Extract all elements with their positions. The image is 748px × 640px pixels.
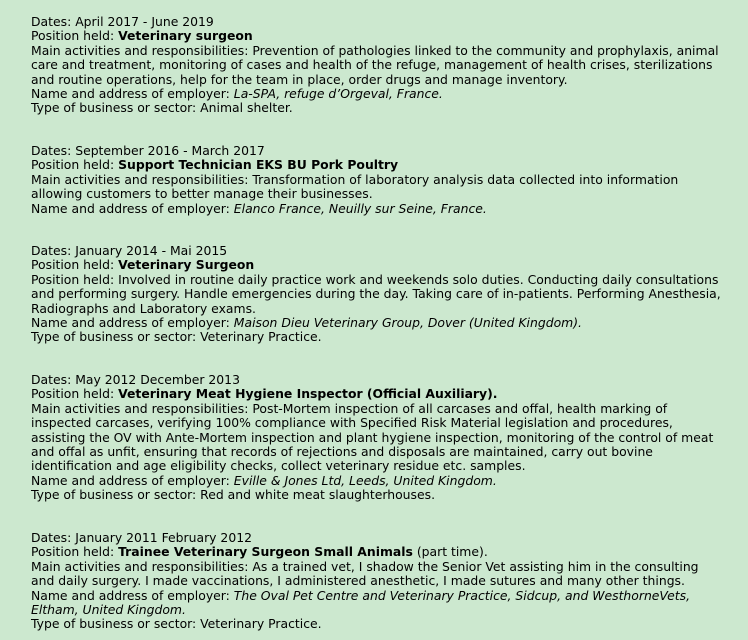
experience-entry [31, 531, 721, 632]
position-label: Position held: [31, 28, 115, 44]
activities-value: Involved in routine daily practice work and weekends solo duties. Conducting daily consultations and performing surgery. Handle emergencies during the day. Taking care of in-patients. Performing Anesthesia, Radiographs and Laboratory exams. [31, 271, 721, 316]
sector-line [31, 617, 721, 631]
employer-value: Eville & Jones Ltd, Leeds, United Kingdom. [233, 472, 497, 488]
sector-label: Type of business or sector: [31, 329, 197, 345]
activities-label: Main activities and responsibilities: [31, 42, 249, 58]
dates-label: Dates: [31, 243, 72, 258]
position-line [31, 258, 721, 272]
dates-line [31, 531, 721, 545]
sector-value: Red and white meat slaughterhouses. [200, 487, 436, 503]
activities-line [31, 173, 721, 202]
experience-entry [31, 144, 721, 216]
sector-label: Type of business or sector: [31, 100, 197, 116]
dates-line [31, 144, 721, 158]
sector-line [31, 488, 721, 502]
dates-label: Dates: [31, 143, 72, 158]
employer-value: The Oval Pet Centre and Veterinary Practice, Sidcup, and WesthorneVets, Eltham, United Kingdom. [31, 587, 691, 618]
dates-line [31, 373, 721, 387]
sector-line [31, 330, 721, 344]
position-line [31, 387, 721, 401]
position-label: Position held: [31, 257, 115, 273]
dates-value: September 2016 - March 2017 [75, 143, 265, 158]
position-value: Trainee Veterinary Surgeon Small Animals [118, 544, 413, 560]
employer-line [31, 474, 721, 488]
position-extra: (part time). [416, 544, 488, 560]
activities-label: Main activities and responsibilities: [31, 171, 249, 187]
dates-line [31, 244, 721, 258]
position-line [31, 545, 721, 559]
employer-label: Name and address of employer: [31, 86, 230, 102]
employer-line [31, 202, 721, 216]
experience-entry [31, 244, 721, 345]
activities-label: Main activities and responsibilities: [31, 400, 249, 416]
employer-label: Name and address of employer: [31, 315, 230, 331]
position-label: Position held: [31, 386, 115, 402]
position-value: Veterinary surgeon [118, 28, 253, 44]
position-line [31, 158, 721, 172]
sector-label: Type of business or sector: [31, 487, 197, 503]
activities-line [31, 560, 721, 589]
sector-line [31, 101, 721, 115]
sector-value: Veterinary Practice. [200, 329, 322, 345]
dates-label: Dates: [31, 372, 72, 387]
sector-value: Animal shelter. [200, 100, 293, 116]
activities-value: As a trained vet, I shadow the Senior Vet assisting him in the consulting and daily surgery. I made vaccinations, I administered anesthetic, I made sutures and many other things. [31, 558, 699, 589]
activities-line [31, 402, 721, 474]
activities-label: Position held: [31, 271, 115, 287]
activities-line [31, 273, 721, 316]
activities-label: Main activities and responsibilities: [31, 558, 249, 574]
sector-label: Type of business or sector: [31, 616, 197, 632]
position-label: Position held: [31, 157, 115, 173]
employer-value: Maison Dieu Veterinary Group, Dover (United Kingdom). [233, 315, 582, 331]
employer-label: Name and address of employer: [31, 472, 230, 488]
dates-value: January 2014 - Mai 2015 [75, 243, 228, 258]
position-value: Support Technician EKS BU Pork Poultry [118, 157, 399, 173]
activities-line [31, 44, 721, 87]
employer-label: Name and address of employer: [31, 200, 230, 216]
position-value: Veterinary Surgeon [118, 257, 255, 273]
position-label: Position held: [31, 544, 115, 560]
sector-value: Veterinary Practice. [200, 616, 322, 632]
employer-value: La-SPA, refuge d’Orgeval, France. [233, 86, 443, 102]
dates-label: Dates: [31, 14, 72, 29]
activities-value: Transformation of laboratory analysis data collected into information allowing customers to better manage their businesses. [31, 171, 679, 202]
employer-line [31, 316, 721, 330]
employer-line [31, 589, 721, 618]
position-line [31, 29, 721, 43]
employer-value: Elanco France, Neuilly sur Seine, France. [233, 200, 487, 216]
experience-entry [31, 15, 721, 116]
activities-value: Post-Mortem inspection of all carcases and offal, health marking of inspected carcases, verifying 100% compliance with Specified Risk Material legislation and procedures, assisting the OV with Ante-Mortem inspection and plant hygiene inspection, monitoring of the control of meat and offal as unfit, ensuring that records of rejections and disposals are maintained, carry out bovine identification and age eligibility checks, collect veterinary residue etc. samples. [31, 400, 714, 474]
dates-label: Dates: [31, 530, 72, 545]
dates-line [31, 15, 721, 29]
dates-value: April 2017 - June 2019 [75, 14, 214, 29]
experience-entry [31, 373, 721, 503]
dates-value: January 2011 February 2012 [75, 530, 252, 545]
activities-value: Prevention of pathologies linked to the community and prophylaxis, animal care and treatment, monitoring of cases and health of the refuge, management of health crises, sterilizations and routine operations, help for the team in place, order drugs and manage inventory. [31, 42, 719, 87]
dates-value: May 2012 December 2013 [75, 372, 240, 387]
employer-line [31, 87, 721, 101]
employer-label: Name and address of employer: [31, 587, 230, 603]
position-value: Veterinary Meat Hygiene Inspector (Official Auxiliary). [118, 386, 498, 402]
